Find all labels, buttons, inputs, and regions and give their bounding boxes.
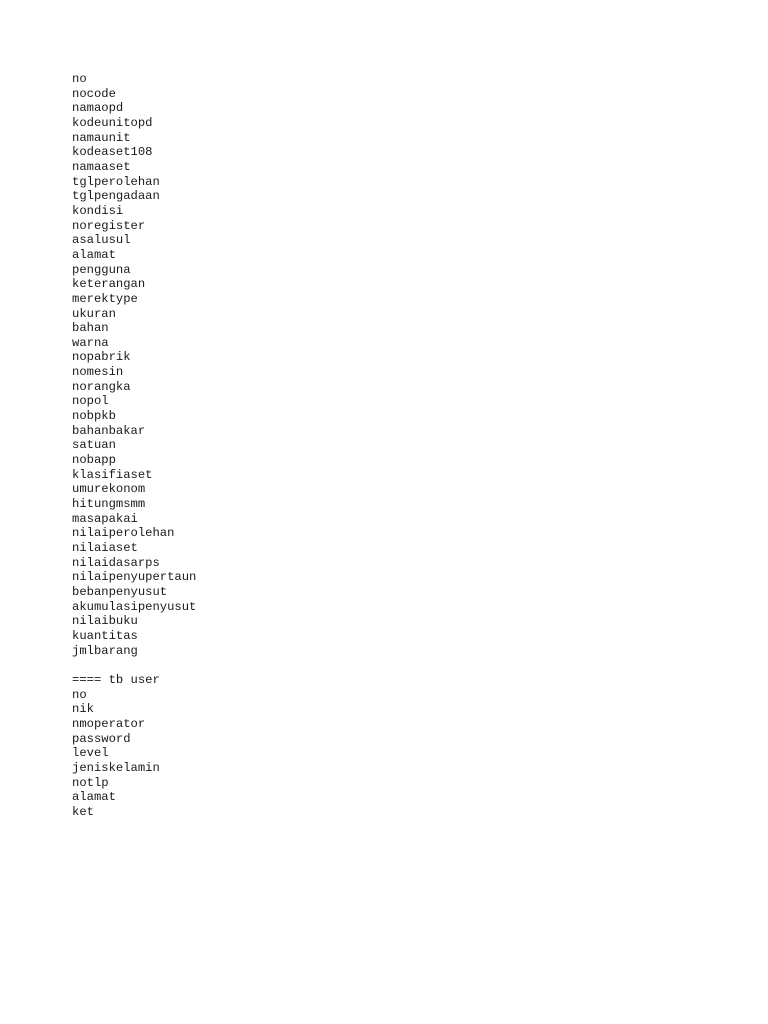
field-name-line: merektype [72, 291, 138, 306]
field-name-line: password [72, 731, 131, 746]
field-name-line: kodeunitopd [72, 115, 153, 130]
field-name-line: level [72, 746, 109, 761]
blank-line [72, 658, 196, 673]
field-name-line: umurekonom [72, 482, 146, 497]
field-name-line: bebanpenyusut [72, 584, 168, 599]
field-name-line: hitungmsmm [72, 497, 146, 512]
field-name-line: nocode [72, 86, 116, 101]
field-name-line: akumulasipenyusut [72, 599, 197, 614]
field-name-line: klasifiaset [72, 467, 153, 482]
section-heading: ==== tb user [72, 672, 160, 687]
field-name-line: no [72, 687, 87, 702]
field-name-line: bahan [72, 321, 109, 336]
field-name-line: masapakai [72, 511, 138, 526]
document-body [72, 72, 196, 819]
field-name-line: notlp [72, 775, 109, 790]
field-name-line: jeniskelamin [72, 760, 160, 775]
field-name-line: kuantitas [72, 628, 138, 643]
field-name-line: namaaset [72, 159, 131, 174]
field-name-line: nilaidasarps [72, 555, 160, 570]
field-name-line: nmoperator [72, 716, 146, 731]
field-name-line: jmlbarang [72, 643, 138, 658]
field-name-line: namaunit [72, 130, 131, 145]
field-name-line: nilaiaset [72, 541, 138, 555]
field-name-line: nopol [72, 394, 109, 409]
field-name-line: noregister [72, 218, 146, 233]
field-name-line: tglperolehan [72, 174, 160, 189]
field-list-user [72, 673, 196, 820]
field-name-line: alamat [72, 247, 116, 262]
field-name-line: nobapp [72, 453, 116, 468]
field-name-line: bahanbakar [72, 423, 146, 438]
field-name-line: pengguna [72, 262, 131, 277]
field-name-line: nobpkb [72, 409, 116, 424]
field-name-line: satuan [72, 438, 116, 453]
field-name-line: warna [72, 335, 109, 350]
field-name-line: ket [72, 804, 94, 819]
field-name-line: tglpengadaan [72, 189, 160, 204]
field-name-line: no [72, 72, 87, 86]
field-name-line: nilaibuku [72, 614, 138, 629]
field-name-line: keterangan [72, 277, 146, 292]
field-name-line: kodeaset108 [72, 145, 153, 160]
field-name-line: nopabrik [72, 350, 131, 365]
field-name-line: alamat [72, 790, 116, 805]
field-name-line: asalusul [72, 233, 131, 248]
field-name-line: nilaipenyupertaun [72, 570, 197, 585]
field-name-line: nik [72, 702, 94, 717]
field-name-line: ukuran [72, 306, 116, 321]
field-name-line: kondisi [72, 203, 124, 218]
field-name-line: namaopd [72, 101, 124, 116]
field-name-line: nomesin [72, 365, 124, 380]
field-name-line: norangka [72, 379, 131, 394]
field-name-line: nilaiperolehan [72, 526, 175, 541]
field-list-aset [72, 72, 196, 658]
